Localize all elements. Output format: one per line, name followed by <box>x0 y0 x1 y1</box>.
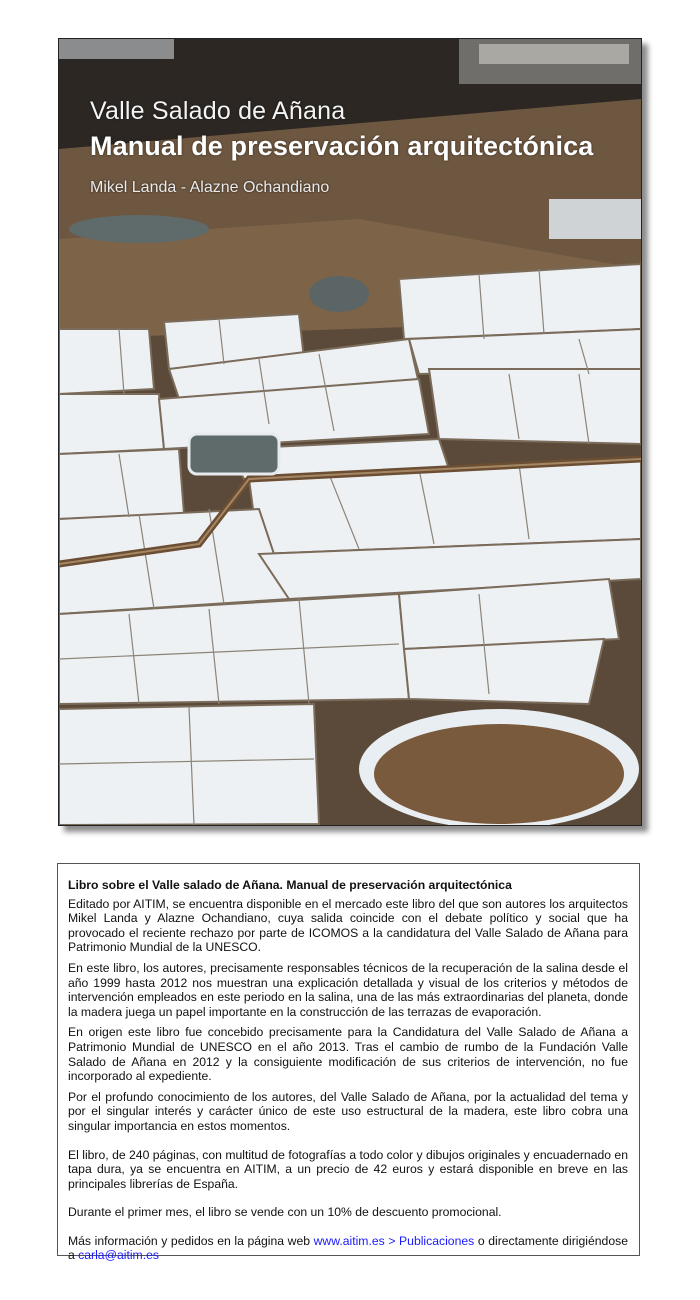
book-description-box <box>57 863 640 1263</box>
cover-title: Valle Salado de Añana <box>90 97 346 125</box>
email-link[interactable]: carla@aitim.es <box>78 1248 159 1263</box>
paragraph-importance: Por el profundo conocimiento de los autores, del Valle Salado de Añana, por la actualidad del tema y por el singular interés y carácter único de este uso estructural de la madera, este libro cobra una singular importancia en estos momentos. <box>68 1089 628 1133</box>
contact-prefix: Más información y pedidos en la página web <box>68 1233 314 1248</box>
aitim-publications-link[interactable]: www.aitim.es > Publicaciones <box>313 1233 475 1248</box>
paragraph-intro: Editado por AITIM, se encuentra disponible en el mercado este libro del que son autores los arquitectos Mikel Landa y Alazne Ochandiano, cuya salida coincide con el debate político y social que ha provocado el reciente rechazo por parte de ICOMOS a la candidatura del Valle Salado de Añana para Patrimonio Mundial de la UNESCO. <box>68 896 628 955</box>
paragraph-origin: En origen este libro fue concebido precisamente para la Candidatura del Valle Salado de Añana a Patrimonio Mundial de UNESCO en el año 2013. Tras el cambio de rumbo de la Fundación Valle Salado de Añana en 2012 y la consiguiente modificación de sus criterios de intervención, no fue incorporado al expediente. <box>68 1025 628 1084</box>
cover-subtitle: Manual de preservación arquitectónica <box>90 131 594 161</box>
cover-authors: Mikel Landa - Alazne Ochandiano <box>90 179 330 196</box>
paragraph-content: En este libro, los autores, precisamente responsables técnicos de la recuperación de la salina desde el año 1999 hasta 2012 nos muestran una explicación detallada y visual de los criterios y métodos de intervención empleados en este periodo en la salina, una de las más extraordinarias del planeta, donde la madera juega un papel importante en la construcción de las terrazas de evaporación. <box>68 960 628 1019</box>
paragraph-details: El libro, de 240 páginas, con multitud de fotografías a todo color y dibujos originales y encuadernado en tapa dura, ya se encuentra en AITIM, a un precio de 42 euros y estará disponible en breve en las principales librerías de España. <box>68 1147 628 1191</box>
article-heading: Libro sobre el Valle salado de Añana. Manual de preservación arquitectónica <box>68 878 512 892</box>
paragraph-discount: Durante el primer mes, el libro se vende con un 10% de descuento promocional. <box>68 1205 502 1220</box>
contact-middle: o directamente dirigiéndose a <box>68 1233 628 1263</box>
paragraph-contact <box>68 1234 628 1263</box>
book-cover <box>58 38 642 826</box>
